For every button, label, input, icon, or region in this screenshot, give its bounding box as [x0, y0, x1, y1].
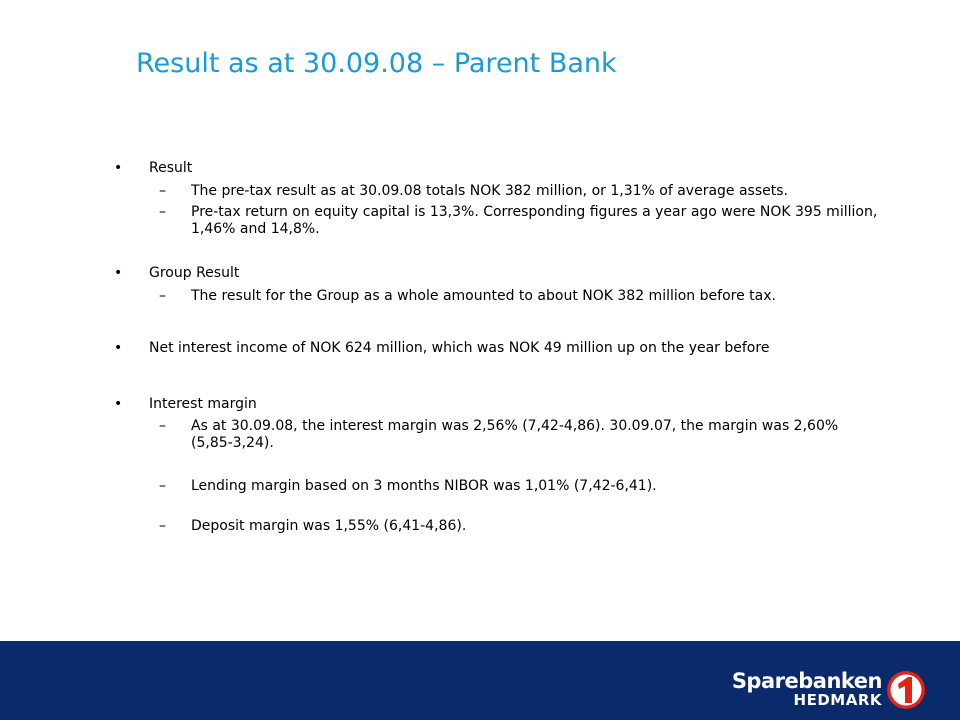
- dash-marker: –: [159, 183, 166, 199]
- bullet-marker: •: [114, 160, 123, 176]
- dash-marker: –: [159, 204, 166, 220]
- logo-region: HEDMARK: [793, 691, 882, 709]
- dash-marker: –: [159, 288, 166, 304]
- dash-marker: –: [159, 518, 166, 534]
- bank-logo-wordmark: [732, 671, 882, 708]
- footer-bar: [0, 641, 960, 720]
- sub-item-text: The result for the Group as a whole amounted to about NOK 382 million before tax.: [191, 288, 776, 304]
- sub-item-text: As at 30.09.08, the interest margin was 2,56% (7,42-4,86). 30.09.07, the margin was 2,60% (5,85-3,24).: [191, 418, 839, 451]
- logo-name: Sparebanken: [731, 669, 882, 693]
- sub-item-text: The pre-tax result as at 30.09.08 totals NOK 382 million, or 1,31% of average assets.: [191, 183, 788, 199]
- bullet-label: Result: [149, 160, 193, 176]
- bullet-marker: •: [114, 340, 123, 356]
- slide-title: Result as at 30.09.08 – Parent Bank: [136, 48, 617, 79]
- sub-item-text: Deposit margin was 1,55% (6,41-4,86).: [191, 518, 467, 534]
- bullet-marker: •: [114, 396, 123, 412]
- dash-marker: –: [159, 418, 166, 434]
- sub-item-text: Pre-tax return on equity capital is 13,3%. Corresponding figures a year ago were NOK 395 million, 1,46% and 14,8%.: [191, 204, 878, 237]
- bullet-label: Interest margin: [149, 396, 257, 412]
- dash-marker: –: [159, 478, 166, 494]
- bullet-label: Net interest income of NOK 624 million, which was NOK 49 million up on the year before: [149, 340, 770, 356]
- bullet-label: Group Result: [149, 265, 240, 281]
- bullet-marker: •: [114, 265, 123, 281]
- sub-item-text: Lending margin based on 3 months NIBOR was 1,01% (7,42-6,41).: [191, 478, 657, 494]
- bank-logo-icon: [886, 669, 926, 711]
